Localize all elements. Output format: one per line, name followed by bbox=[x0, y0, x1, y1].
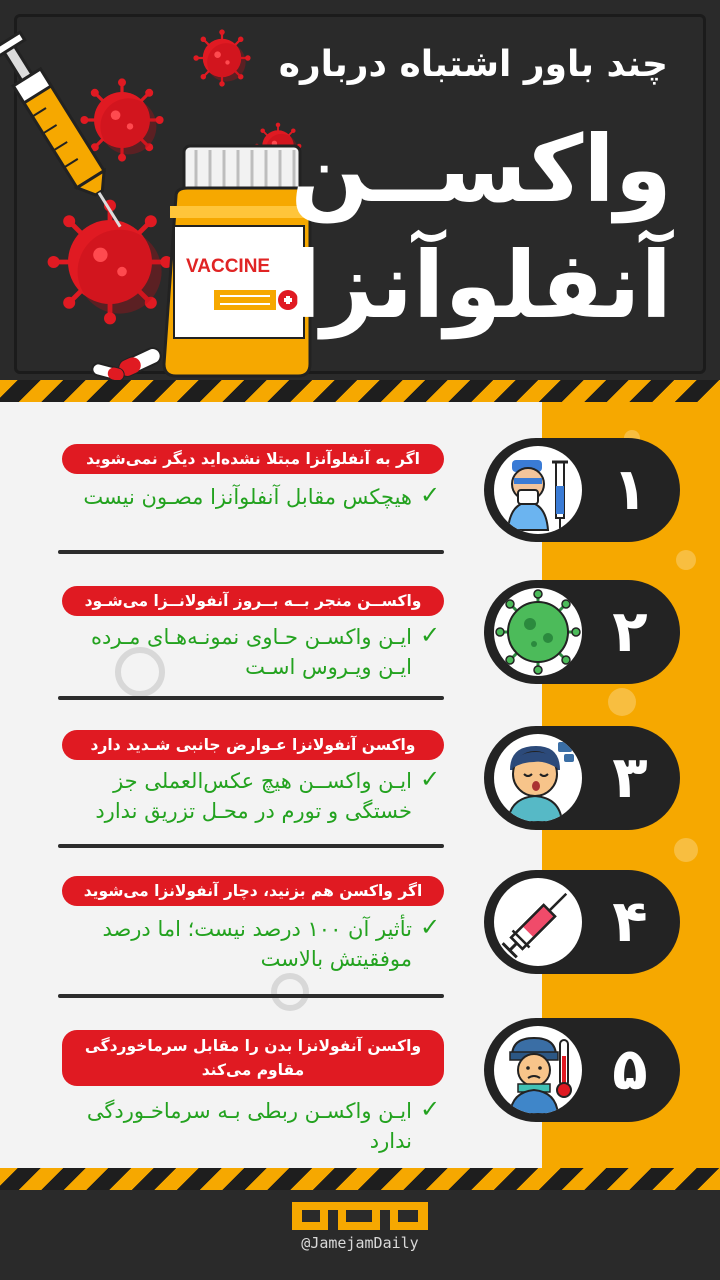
cold-person-icon bbox=[494, 1026, 582, 1114]
myths-list bbox=[0, 402, 720, 1168]
myth-label-3: واکسن آنفولانزا عـوارض جانبی شـدید دارد bbox=[62, 730, 444, 760]
fact-text-1: هیچکس مقابل آنفلوآنزا مصـون نیست bbox=[83, 485, 412, 509]
item-badge-3 bbox=[484, 726, 680, 830]
fact-text-5: ایـن واکسـن ربطی بـه سرماخـوردگی ندارد bbox=[86, 1099, 412, 1153]
item-number-2: ۲ bbox=[612, 597, 648, 665]
fact-text-3: ایـن واکســن هیچ عکس‌العملی جز خستگی و تورم در محـل تزریق ندارد bbox=[95, 769, 412, 823]
virus-icon-small bbox=[193, 29, 250, 86]
page-subtitle: چند باور اشتباه درباره bbox=[278, 44, 668, 85]
page-title-line2: آنفلوآنزا bbox=[289, 232, 672, 339]
social-handle[interactable]: @JamejamDaily bbox=[301, 1234, 419, 1252]
item-badge-4 bbox=[484, 870, 680, 974]
divider-1 bbox=[58, 550, 444, 554]
header bbox=[0, 0, 720, 382]
page-title-line1: واکســن bbox=[290, 116, 672, 223]
fact-text-2: ایـن واکسـن حـاوی نمونـه‌هـای مـرده ایـن ویـروس اسـت bbox=[91, 625, 412, 679]
check-icon-2: ✓ bbox=[420, 621, 441, 649]
hazard-stripes-bottom bbox=[0, 1168, 720, 1190]
fact-text-4: تأثیر آن ۱۰۰ درصد نیست؛ اما درصد موفقیتش بالاست bbox=[102, 917, 412, 971]
check-icon-4: ✓ bbox=[420, 913, 441, 941]
myth-label-5: واکسن آنفولانزا بدن را مقابل سرماخوردگی مقاوم می‌کند bbox=[62, 1030, 444, 1086]
bottle-label: VACCINE bbox=[186, 256, 271, 277]
myth-label-2: واکســن منجر بــه بــروز آنفولانــزا می‌شـود bbox=[62, 586, 444, 616]
virus-icon bbox=[494, 588, 582, 676]
item-badge-2 bbox=[484, 580, 680, 684]
check-icon-5: ✓ bbox=[420, 1095, 441, 1123]
myth-label-1: اگر به آنفلوآنزا مبتلا نشده‌اید دیگر نمی‌شوید bbox=[62, 444, 444, 474]
check-icon-3: ✓ bbox=[420, 765, 441, 793]
item-number-4: ۴ bbox=[612, 887, 648, 955]
virus-icon-medium bbox=[80, 78, 163, 161]
item-badge-5 bbox=[484, 1018, 680, 1122]
vaccine-bottle bbox=[164, 146, 310, 376]
myth-label-4: اگر واکسن هم بزنید، دچار آنفولانزا می‌شوید bbox=[62, 876, 444, 906]
tired-person-icon bbox=[494, 734, 582, 822]
check-icon-1: ✓ bbox=[420, 481, 441, 509]
hazard-stripes-top bbox=[0, 380, 720, 402]
divider-2 bbox=[58, 696, 444, 700]
footer bbox=[0, 1190, 720, 1280]
jamejam-logo bbox=[292, 1202, 428, 1230]
virus-icon-large bbox=[48, 200, 173, 325]
sick-person-icon bbox=[494, 446, 582, 534]
item-number-3: ۳ bbox=[612, 743, 648, 811]
item-number-1: ۱ bbox=[612, 455, 648, 523]
syringe-icon bbox=[494, 878, 582, 966]
item-number-5: ۵ bbox=[612, 1035, 648, 1103]
item-badge-1 bbox=[484, 438, 680, 542]
divider-3 bbox=[58, 844, 444, 848]
divider-4 bbox=[58, 994, 444, 998]
